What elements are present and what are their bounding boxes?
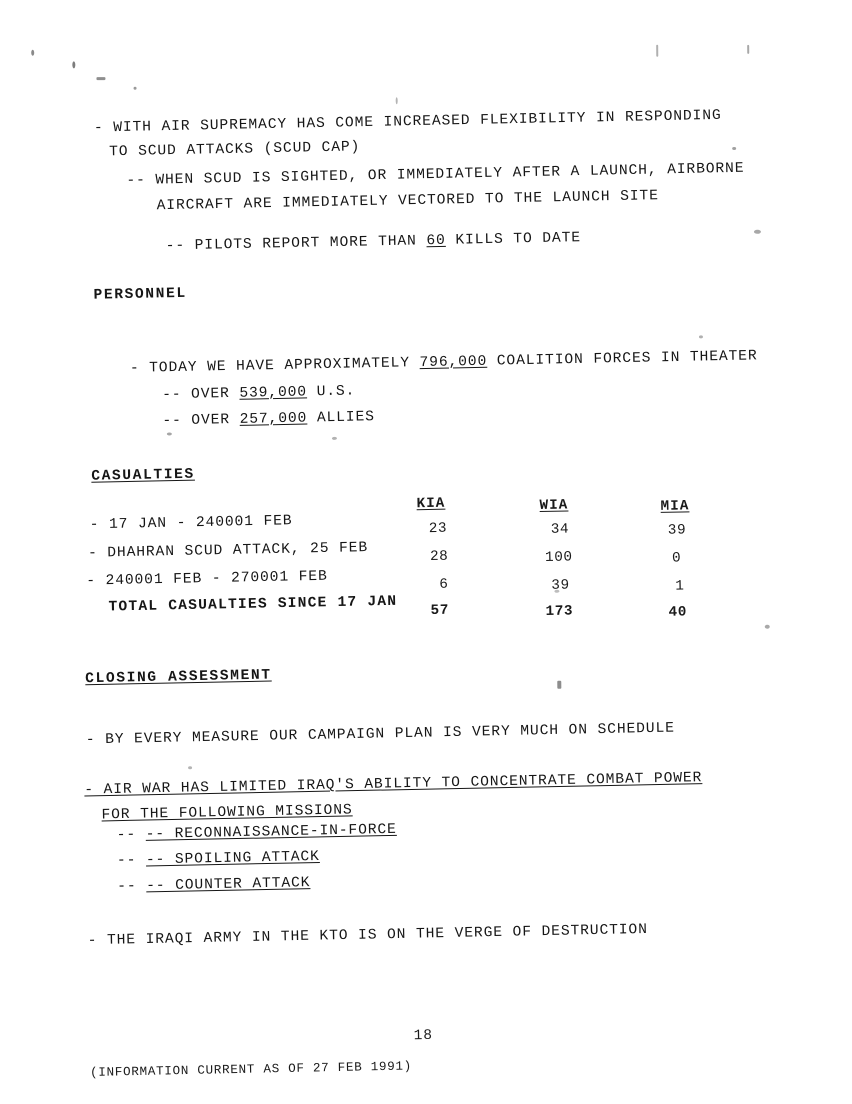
casualties-heading: CASUALTIES xyxy=(91,466,195,485)
scud-kills-value: 60 xyxy=(426,232,446,249)
scan-speck xyxy=(747,45,749,54)
column-header-mia: MIA xyxy=(660,498,690,515)
closing-sub1-dashes: -- xyxy=(116,826,146,844)
personnel-heading: PERSONNEL xyxy=(93,285,187,304)
table-total-kia: 57 xyxy=(430,602,450,620)
scan-speck xyxy=(188,766,192,769)
closing-sub2 xyxy=(117,850,320,869)
table-row: - DHAHRAN SCUD ATTACK, 25 FEB xyxy=(87,540,369,562)
table-cell-mia: 39 xyxy=(667,522,687,539)
table-row: - 240001 FEB - 270001 FEB xyxy=(86,568,328,590)
closing-sub3-text: -- COUNTER ATTACK xyxy=(146,875,311,895)
closing-sub1 xyxy=(117,823,397,843)
air-supremacy-sub2 xyxy=(127,216,582,269)
us-forces-value: 539,000 xyxy=(239,384,308,402)
table-cell-wia: 39 xyxy=(551,577,570,594)
closing-bullet1: - BY EVERY MEASURE OUR CAMPAIGN PLAN IS VERY MUCH ON SCHEDULE xyxy=(85,720,675,749)
sub2-suffix-text: KILLS TO DATE xyxy=(445,229,582,249)
personnel-sub2-suffix: ALLIES xyxy=(307,408,375,427)
scan-speck xyxy=(134,87,137,90)
table-row: - 17 JAN - 240001 FEB xyxy=(89,513,293,534)
scan-speck xyxy=(396,97,398,104)
closing-sub3 xyxy=(117,876,310,894)
closing-sub3-dashes: -- xyxy=(117,878,147,895)
closing-assessment-heading: CLOSING ASSESSMENT xyxy=(85,667,272,688)
closing-bullet2-line1: - AIR WAR HAS LIMITED IRAQ'S ABILITY TO CONCENTRATE COMBAT POWER xyxy=(84,770,703,799)
allied-forces-value: 257,000 xyxy=(239,410,308,428)
total-coalition-forces-value: 796,000 xyxy=(419,353,488,371)
table-cell-kia: 23 xyxy=(428,520,448,538)
personnel-bullet1-prefix: - TODAY WE HAVE APPROXIMATELY xyxy=(129,354,420,377)
closing-sub2-dashes: -- xyxy=(116,852,147,870)
air-supremacy-sub1-line2: AIRCRAFT ARE IMMEDIATELY VECTORED TO THE LAUNCH SITE xyxy=(156,188,659,215)
table-total-wia: 173 xyxy=(545,603,574,620)
column-header-kia: KIA xyxy=(416,495,446,513)
column-header-wia: WIA xyxy=(539,497,569,515)
scan-speck xyxy=(656,45,658,57)
personnel-sub2 xyxy=(123,395,375,444)
table-cell-kia: 28 xyxy=(429,548,449,566)
sub2-prefix-text: -- PILOTS REPORT MORE THAN xyxy=(165,232,427,255)
scan-speck xyxy=(31,50,34,56)
scan-speck xyxy=(72,61,75,68)
closing-bullet2-line2: FOR THE FOLLOWING MISSIONS xyxy=(101,802,353,824)
personnel-sub2-prefix: -- OVER xyxy=(162,411,240,430)
table-cell-wia: 100 xyxy=(544,549,573,566)
closing-sub2-text: -- SPOILING ATTACK xyxy=(145,848,320,869)
table-cell-mia: 1 xyxy=(675,578,685,595)
table-total-label: TOTAL CASUALTIES SINCE 17 JAN xyxy=(108,593,398,616)
air-supremacy-sub1-line1: -- WHEN SCUD IS SIGHTED, OR IMMEDIATELY AFTER A LAUNCH, AIRBORNE xyxy=(126,160,745,190)
scan-speck xyxy=(732,147,736,150)
table-cell-wia: 34 xyxy=(550,521,570,538)
scan-speck xyxy=(754,230,761,234)
personnel-sub1-prefix: -- OVER xyxy=(161,385,240,403)
table-cell-mia: 0 xyxy=(671,550,682,567)
scan-speck xyxy=(96,77,105,80)
footer-note: (INFORMATION CURRENT AS OF 27 FEB 1991) xyxy=(89,1059,413,1080)
page-number: 18 xyxy=(413,1027,434,1045)
table-total-mia: 40 xyxy=(668,604,688,621)
scan-speck xyxy=(765,625,770,629)
table-cell-kia: 6 xyxy=(439,576,449,593)
scan-speck xyxy=(557,681,561,689)
personnel-bullet1-suffix: COALITION FORCES IN THEATER xyxy=(487,347,758,370)
closing-sub1-text: -- RECONNAISSANCE-IN-FORCE xyxy=(145,821,397,843)
closing-bullet3: - THE IRAQI ARMY IN THE KTO IS ON THE VERGE OF DESTRUCTION xyxy=(87,921,648,950)
air-supremacy-bullet-line2: TO SCUD ATTACKS (SCUD CAP) xyxy=(109,139,361,161)
personnel-sub1-suffix: U.S. xyxy=(306,383,356,401)
air-supremacy-bullet-line1: - WITH AIR SUPREMACY HAS COME INCREASED FLEXIBILITY IN RESPONDING xyxy=(93,107,722,137)
